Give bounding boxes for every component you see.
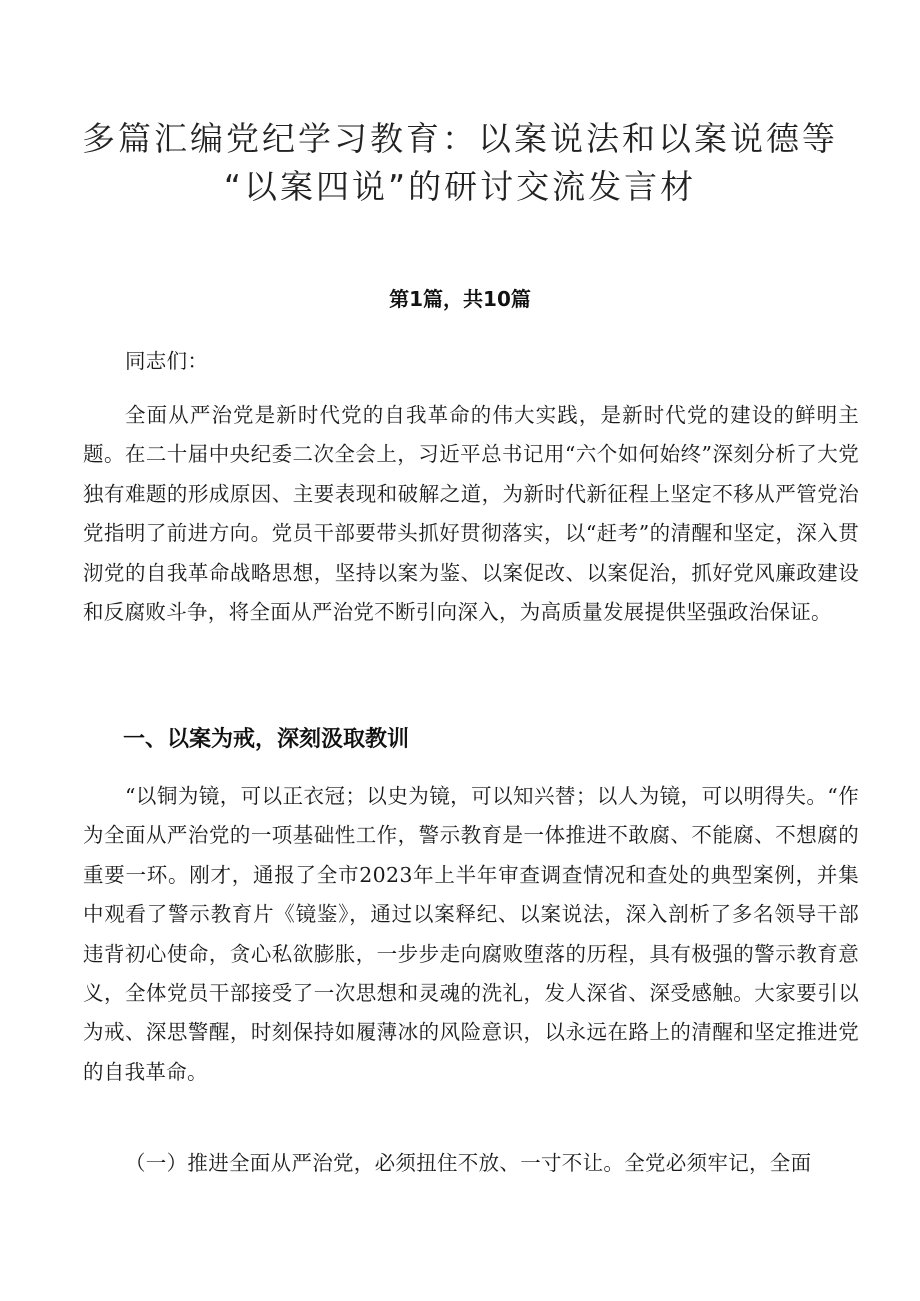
paragraph-section-1: “以铜为镜，可以正衣冠；以史为镜，可以知兴替；以人为镜，可以明得失。“作为全面从严治党的一项基础性工作，警示教育是一体推进不敢腐、不能腐、不想腐的重要一环。刚才，通报了全市2023年上半年审查调查情况和查处的典型案例，并集中观看了警示教育片《镜鉴》，通过以案释纪、以案说法，深入剖析了多名领导干部违背初心使命，贪心私欲膨胀，一步步走向腐败堕落的历程，具有极强的警示教育意义，全体党员干部接受了一次思想和灵魂的洗礼，发人深省、深受感触。大家要引以为戒、深思警醒，时刻保持如履薄冰的风险意识，以永远在路上的清醒和坚定推进党的自我革命。 [83,784,859,1084]
section-heading-1: 一、以案为戒，深刻汲取教训 [123,727,410,752]
document-title-line-1: 多篇汇编党纪学习教育：以案说法和以案说德等 [82,119,838,158]
paragraph-subsection-1: （一）推进全面从严治党，必须扭住不放、一寸不让。全党必须牢记，全面 [125,1151,812,1175]
greeting: 同志们： [125,349,209,373]
part-indicator: 第1篇，共10篇 [389,287,531,311]
document-title-line-2: “以案四说”的研讨交流发言材 [223,167,697,206]
paragraph-intro: 全面从严治党是新时代党的自我革命的伟大实践，是新时代党的建设的鲜明主题。在二十届中央纪委二次全会上，习近平总书记用“六个如何始终”深刻分析了大党独有难题的形成原因、主要表现和破解之道，为新时代新征程上坚定不移从严管党治党指明了前进方向。党员干部要带头抓好贯彻落实，以“赶考”的清醒和坚定，深入贯沏党的自我革命战略思想，坚持以案为鉴、以案促改、以案促治，抓好党风廉政建设和反腐败斗争，将全面从严治党不断引向深入，为高质量发展提供坚强政治保证。 [83,403,859,625]
